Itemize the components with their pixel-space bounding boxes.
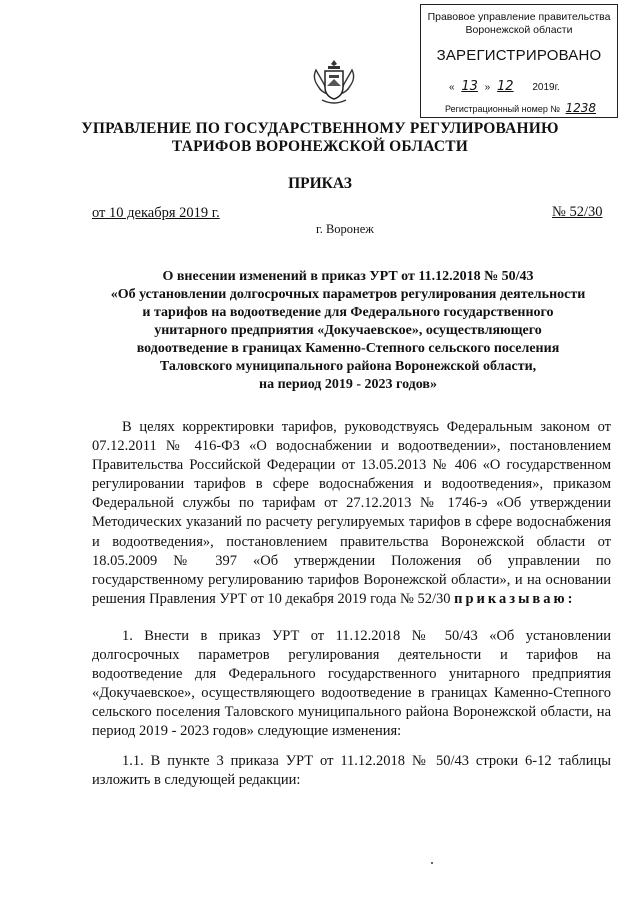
order-date: от 10 декабря 2019 г. [92,205,220,221]
order-number: № 52/30 [552,204,603,220]
heading-line: на период 2019 - 2023 годов» [259,377,437,392]
stamp-date-open-quote: « [449,82,455,93]
stamp-org-line-2: Воронежской области [465,24,573,36]
organization-title-line-2: ТАРИФОВ ВОРОНЕЖСКОЙ ОБЛАСТИ [171,138,469,155]
stamp-registered-label: ЗАРЕГИСТРИРОВАНО [436,47,602,64]
heading-line: О внесении изменений в приказ УРТ от 11.12.2018 № 50/43 [162,269,534,284]
stamp-regnum-value: 1238 [565,101,597,115]
heading-line: водоотведение в границах Каменно-Степного сельского поселения [136,341,560,356]
heading-line: и тарифов на водоотведение для Федерального государственного [142,305,554,320]
stamp-date-year: 2019г. [532,82,560,93]
stamp-date [449,79,614,94]
document-type: ПРИКАЗ [288,175,352,192]
voronezh-coat-of-arms-icon [308,56,360,108]
stamp-registration-number [445,101,596,115]
order-city: г. Воронеж [316,222,374,236]
clause-1-paragraph: 1. Внести в приказ УРТ от 11.12.2018 № 50/43 «Об установлении долгосрочных параметров регулирования деятельности и тарифов на водоотведение для Федерального государственного унитарного предприятия «Докучаевское», осуществляющего водоотведение в границах Каменно-Степного сельского поселения Таловского муниципального района Воронежской области, на период 2019 - 2023 годов» следующие изменения: [92,628,611,740]
stamp-regnum-label: Регистрационный номер № [445,104,561,114]
heading-line: «Об установлении долгосрочных параметров регулирования деятельности [110,287,586,302]
scan-speck [431,862,433,864]
stamp-date-month: 12 [497,79,514,94]
clause-1-1-paragraph: 1.1. В пункте 3 приказа УРТ от 11.12.2018 № 50/43 строки 6-12 таблицы изложить в следующей редакции: [92,753,611,789]
stamp-date-close-quote: » [484,82,491,93]
organization-title-line-1: УПРАВЛЕНИЕ ПО ГОСУДАРСТВЕННОМУ РЕГУЛИРОВАНИЮ [81,120,559,137]
stamp-org-line-1: Правовое управление правительства [427,11,611,23]
stamp-date-day: 13 [461,79,478,94]
order-heading [98,268,598,394]
order-command: приказываю: [454,590,576,607]
preamble-paragraph [92,418,611,609]
heading-line: Таловского муниципального района Воронежской области, [159,359,537,374]
preamble-text: В целях корректировки тарифов, руководствуясь Федеральным законом от 07.12.2011 № 416-ФЗ «О водоснабжении и водоотведении», постановлением Правительства Российской Федерации от 13.05.2013 № 406 «О государственном регулировании тарифов в сфере водоснабжения и водоотведения», приказом Федеральной службы по тарифам от 27.12.2013 № 1746-э «Об утверждении Методических указаний по расчету регулируемых тарифов в сфере водоснабжения и водоотведения», постановлением правительства Воронежской области от 18.05.2009 № 397 «Об утверждении Положения об управлении по государственному регулированию тарифов Воронежской области», и на основании решения Правления УРТ от 10 декабря 2019 года № 52/30 [92,419,611,607]
stamp-organization [421,11,617,37]
heading-line: унитарного предприятия «Докучаевское», осуществляющего [154,323,542,338]
registration-stamp [420,4,618,118]
